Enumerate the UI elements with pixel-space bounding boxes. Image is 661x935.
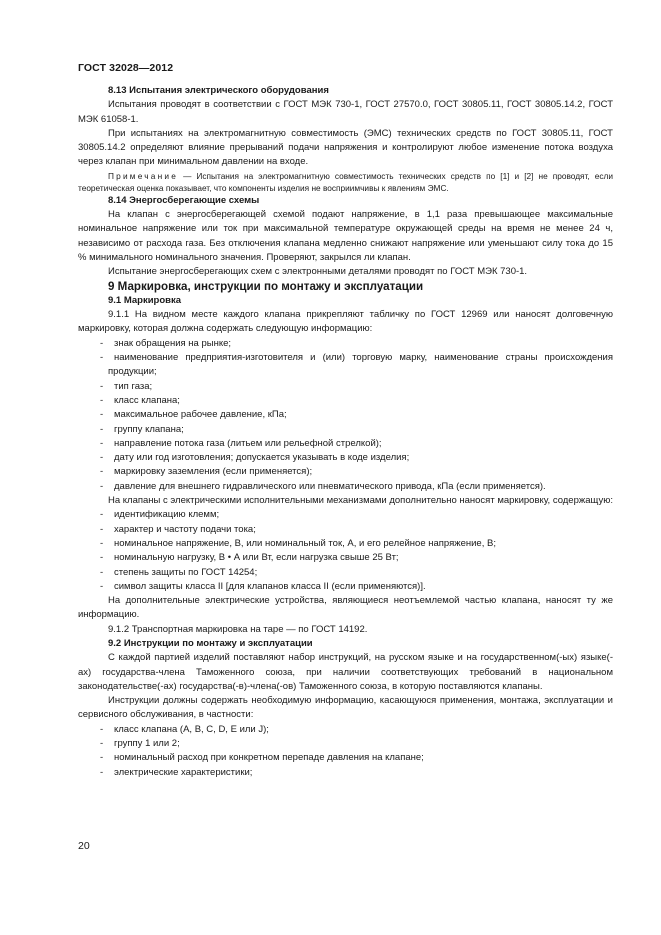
section-9-2-heading: 9.2 Инструкции по монтажу и эксплуатации bbox=[108, 637, 313, 649]
list-marker: - bbox=[100, 752, 104, 764]
list-item: - максимальное рабочее давление, кПа; bbox=[78, 408, 613, 422]
list-item: - дату или год изготовления; допускается указывать в коде изделия; bbox=[78, 451, 613, 465]
list-marker: - bbox=[100, 337, 104, 349]
list-marker: - bbox=[100, 766, 104, 778]
instructions-list bbox=[78, 723, 613, 780]
list-item: - группу 1 или 2; bbox=[78, 737, 613, 751]
list-item: - номинальный расход при конкретном перепаде давления на клапане; bbox=[78, 751, 613, 765]
s813-paragraph-2: При испытаниях на электромагнитную совместимость (ЭМС) технических средств по ГОСТ 30805.11, ГОСТ 30805.14.2 определяют влияние прерываний подачи напряжения и контролируют любое изменение потока воздуха через клапан при минимальном давлении на входе. bbox=[78, 127, 613, 168]
list-marker: - bbox=[100, 566, 104, 578]
list-item: - знак обращения на рынке; bbox=[78, 337, 613, 351]
section-8-13-heading: 8.13 Испытания электрического оборудования bbox=[108, 85, 329, 96]
page-content bbox=[78, 84, 613, 780]
clause-9-1-2: 9.1.2 Транспортная маркировка на таре — по ГОСТ 14192. bbox=[108, 623, 368, 635]
marking-list bbox=[78, 337, 613, 494]
list-item: - номинальное напряжение, В, или номинальный ток, А, и его релейное напряжение, В; bbox=[78, 537, 613, 551]
list-item: - тип газа; bbox=[78, 380, 613, 394]
list-marker: - bbox=[100, 738, 104, 750]
list-item: - давление для внешнего гидравлического или пневматического привода, кПа (если применяется). bbox=[78, 480, 613, 494]
list-item: - класс клапана (A, B, C, D, E или J); bbox=[78, 723, 613, 737]
list-marker: - bbox=[100, 437, 104, 449]
page-number: 20 bbox=[78, 840, 90, 852]
list-marker: - bbox=[100, 580, 104, 592]
list-item: - маркировку заземления (если применяется); bbox=[78, 465, 613, 479]
list-marker: - bbox=[100, 552, 104, 564]
electric-marking-list bbox=[78, 508, 613, 594]
list-marker: - bbox=[100, 394, 104, 406]
note-label: Примечание bbox=[108, 170, 179, 181]
s814-paragraph-1: На клапан с энергосберегающей схемой подают напряжение, в 1,1 раза превышающее максимальные номинальное напряжение или ток при максимальной температуре окружающей среды на время не менее 24 ч, независимо от расхода газа. Без отключения клапана медленно снижают напряжение или уменьшают силу тока до 15 % минимального номинального значения. Проверяют, закрылся ли клапан. bbox=[78, 209, 613, 263]
additional-devices-paragraph: На дополнительные электрические устройства, являющиеся неотъемлемой частью клапана, наносят ту же информацию. bbox=[78, 595, 613, 621]
document-code-header: ГОСТ 32028—2012 bbox=[78, 62, 174, 74]
section-9-1-heading: 9.1 Маркировка bbox=[108, 294, 182, 306]
list-item: - наименование предприятия-изготовителя и (или) торговую марку, наименование страны происхождения продукции; bbox=[100, 352, 613, 378]
list-marker: - bbox=[100, 409, 104, 421]
list-item: - идентификацию клемм; bbox=[78, 508, 613, 522]
list-item: - класс клапана; bbox=[78, 394, 613, 408]
list-marker: - bbox=[100, 423, 104, 435]
section-8-14-heading: 8.14 Энергосберегающие схемы bbox=[108, 194, 260, 206]
note bbox=[78, 170, 613, 194]
electric-marking-paragraph: На клапаны с электрическими исполнительными механизмами дополнительно наносят маркировку, содержащую: bbox=[108, 495, 613, 507]
list-marker: - bbox=[100, 523, 104, 535]
list-marker: - bbox=[100, 723, 104, 735]
list-marker: - bbox=[100, 466, 104, 478]
list-marker: - bbox=[100, 480, 104, 492]
s92-paragraph-2: Инструкции должны содержать необходимую информацию, касающуюся применения, монтажа, эксплуатации и сервисного обслуживания, в частности: bbox=[78, 695, 613, 721]
s814-paragraph-2: Испытание энергосберегающих схем с электронными деталями проводят по ГОСТ МЭК 730-1. bbox=[108, 266, 528, 278]
s92-paragraph-1: С каждой партией изделий поставляют набор инструкций, на русском языке и на государственном(-ых) языке(-ах) государства-члена Таможенного союза, при наличии соответствующих требований в национальном законодательстве(-ах) государства(-в)-члена(-ов) Таможенного союза, в которую поставляются клапаны. bbox=[78, 652, 613, 692]
list-item: - номинальную нагрузку, В • А или Вт, если нагрузка свыше 25 Вт; bbox=[78, 551, 613, 565]
list-item: - электрические характеристики; bbox=[78, 766, 613, 780]
list-marker: - bbox=[100, 380, 104, 392]
section-9-heading: 9 Маркировка, инструкции по монтажу и эксплуатации bbox=[108, 279, 424, 293]
clause-9-1-1: 9.1.1 На видном месте каждого клапана прикрепляют табличку по ГОСТ 12969 или наносят долговечную маркировку, которая должна содержать следующую информацию: bbox=[78, 309, 613, 335]
note-text: — Испытания на электромагнитную совместимость технических средств по [1] и [2] не проводят, если теоретическая оценка показывает, что компоненты изделия не восприимчивы к явлениям ЭМС. bbox=[78, 170, 613, 193]
list-item: - символ защиты класса II [для клапанов класса II (если применяются)]. bbox=[78, 580, 613, 594]
list-marker: - bbox=[100, 537, 104, 549]
list-item: - характер и частоту подачи тока; bbox=[78, 523, 613, 537]
list-marker: - bbox=[100, 352, 104, 364]
list-item: - степень защиты по ГОСТ 14254; bbox=[78, 566, 613, 580]
list-marker: - bbox=[100, 452, 104, 464]
list-item: - направление потока газа (литьем или рельефной стрелкой); bbox=[78, 437, 613, 451]
list-marker: - bbox=[100, 509, 104, 521]
s813-paragraph-1: Испытания проводят в соответствии с ГОСТ МЭК 730-1, ГОСТ 27570.0, ГОСТ 30805.11, ГОСТ 30805.14.2, ГОСТ МЭК 61058-1. bbox=[78, 99, 613, 125]
list-item: - группу клапана; bbox=[78, 423, 613, 437]
